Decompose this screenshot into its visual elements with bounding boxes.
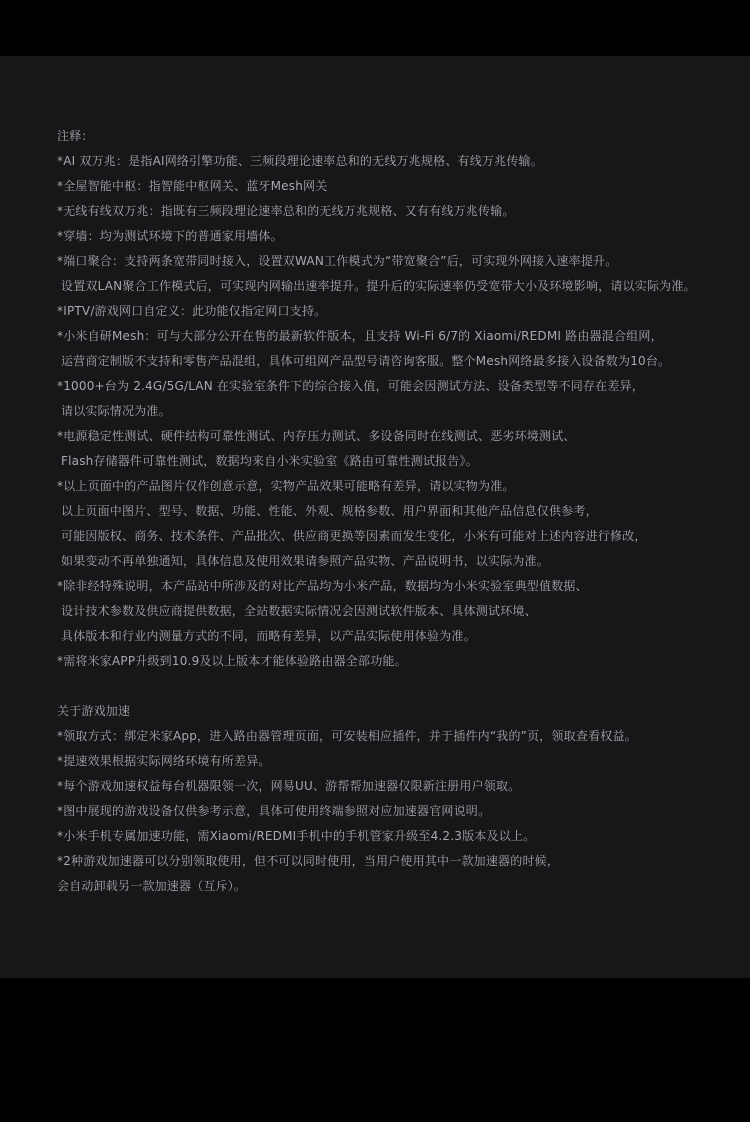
game-note-line: *提速效果根据实际网络环境有所差异。: [57, 754, 271, 768]
note-line: 设计技术参数及供应商提供数据，全站数据实际情况会因测试软件版本、具体测试环境、: [61, 604, 537, 618]
note-line: *AI 双万兆：是指AI网络引擎功能、三频段理论速率总和的无线万兆规格、有线万兆传输。: [57, 154, 543, 168]
game-note-line: *小米手机专属加速功能，需Xiaomi/REDMI手机中的手机管家升级至4.2.3版本及以上。: [57, 829, 536, 843]
note-line: 以上页面中图片、型号、数据、功能、性能、外观、规格参数、用户界面和其他产品信息仅供参考，: [61, 504, 598, 518]
note-line: *无线有线双万兆：指既有三频段理论速率总和的无线万兆规格、又有有线万兆传输。: [57, 204, 515, 218]
disclaimer-text-block: [57, 124, 737, 899]
bottom-black-band: [0, 978, 750, 1122]
note-line: *除非经特殊说明，本产品站中所涉及的对比产品均为小米产品，数据均为小米实验室典型值数据、: [57, 579, 588, 593]
game-note-line: 会自动卸载另一款加速器（互斥）。: [57, 879, 247, 893]
note-line: 可能因版权、商务、技术条件、产品批次、供应商更换等因素而发生变化，小米有可能对上述内容进行修改，: [61, 529, 647, 543]
notes-heading: 注释：: [57, 129, 94, 143]
game-note-line: *2种游戏加速器可以分别领取使用，但不可以同时使用，当用户使用其中一款加速器的时候，: [57, 854, 560, 868]
note-line: *端口聚合：支持两条宽带同时接入，设置双WAN工作模式为“带宽聚合”后，可实现外网接入速率提升。: [57, 254, 618, 268]
note-line: 请以实际情况为准。: [61, 404, 171, 418]
note-line: *IPTV/游戏网口自定义：此功能仅指定网口支持。: [57, 304, 327, 318]
note-line: 设置双LAN聚合工作模式后，可实现内网输出速率提升。提升后的实际速率仍受宽带大小及环境影响，请以实际为准。: [61, 279, 696, 293]
note-line: *穿墙：均为测试环境下的普通家用墙体。: [57, 229, 283, 243]
note-line: *全屋智能中枢：指智能中枢网关、蓝牙Mesh网关: [57, 179, 328, 193]
game-note-line: *每个游戏加速权益每台机器限领一次，网易UU、游帮帮加速器仅限新注册用户领取。: [57, 779, 521, 793]
note-line: Flash存储器件可靠性测试，数据均来自小米实验室《路由可靠性测试报告》。: [61, 454, 478, 468]
game-note-line: *图中展现的游戏设备仅供参考示意，具体可使用终端参照对应加速器官网说明。: [57, 804, 491, 818]
note-line: *1000+台为 2.4G/5G/LAN 在实验室条件下的综合接入值，可能会因测试方法、设备类型等不同存在差异，: [57, 379, 644, 393]
note-line: *以上页面中的产品图片仅作创意示意，实物产品效果可能略有差异，请以实物为准。: [57, 479, 515, 493]
note-line: *需将米家APP升级到10.9及以上版本才能体验路由器全部功能。: [57, 654, 407, 668]
top-black-band: [0, 0, 750, 56]
note-line: *小米自研Mesh：可与大部分公开在售的最新软件版本，且支持 Wi-Fi 6/7的 Xiaomi/REDMI 路由器混合组网，: [57, 329, 663, 343]
note-line: *电源稳定性测试、硬件结构可靠性测试、内存压力测试、多设备同时在线测试、恶劣环境测试、: [57, 429, 576, 443]
note-line: 如果变动不再单独通知，具体信息及使用效果请参照产品实物、产品说明书，以实际为准。: [61, 554, 550, 568]
note-line: 具体版本和行业内测量方式的不同，而略有差异，以产品实际使用体验为准。: [61, 629, 476, 643]
game-note-line: *领取方式：绑定米家App，进入路由器管理页面，可安装相应插件，并于插件内“我的”页，领取查看权益。: [57, 729, 637, 743]
note-line: 运营商定制版不支持和零售产品混组，具体可组网产品型号请咨询客服。整个Mesh网络最多接入设备数为10台。: [61, 354, 671, 368]
section-gap: [57, 674, 737, 699]
game-acceleration-heading: 关于游戏加速: [57, 704, 131, 718]
